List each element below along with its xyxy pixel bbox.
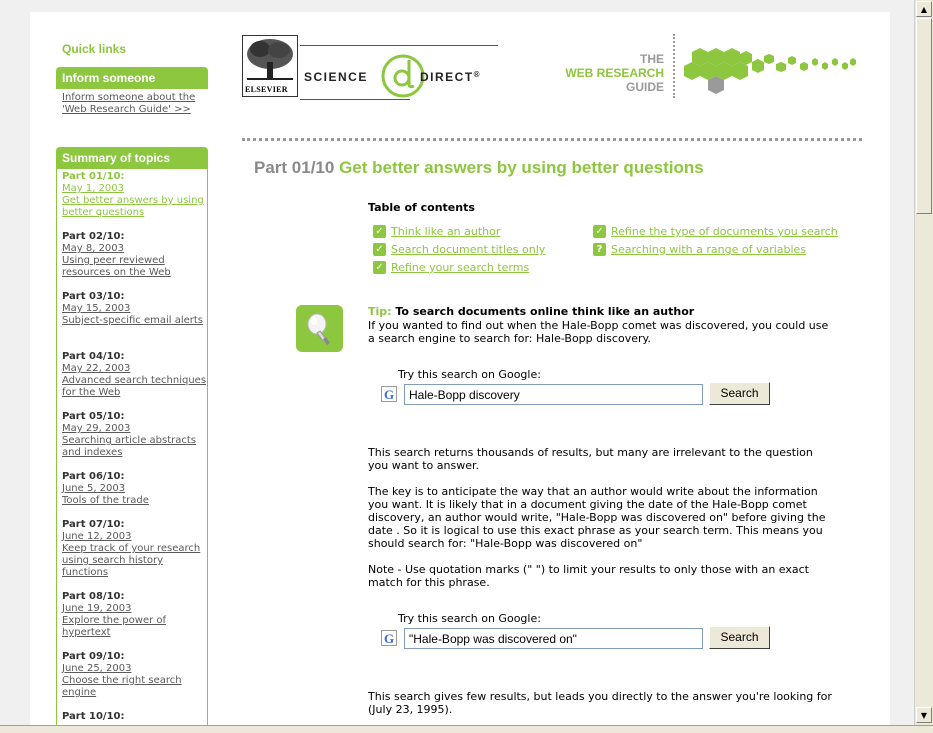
topic-date[interactable]: May 15, 2003 [62, 303, 131, 314]
topic-number: Part 03/10: [62, 291, 125, 302]
paragraph-2: This search returns thousands of results, but many are irrelevant to the question you want to answer. [368, 446, 813, 472]
topic-part-05[interactable] [62, 411, 210, 459]
google-search-button-2[interactable]: Search [709, 626, 770, 649]
elsevier-tree-logo [242, 35, 298, 97]
topic-number: Part 07/10: [62, 519, 125, 530]
try-search-label-1: Try this search on Google: [398, 368, 541, 381]
check-icon: ✓ [373, 243, 386, 256]
header-dotted-divider [242, 138, 862, 141]
tip-title: To search documents online think like an author [395, 305, 695, 318]
science-wordmark: SCIENCE [304, 70, 368, 84]
topic-date[interactable]: June 12, 2003 [62, 531, 132, 542]
topic-number: Part 05/10: [62, 411, 125, 422]
page-title-text: Get better answers by using better questions [339, 158, 704, 177]
topic-title[interactable]: Choose the right search engine [62, 675, 182, 698]
topic-date[interactable]: May 1, 2003 [62, 183, 125, 194]
inform-someone-link[interactable]: Inform someone about the 'Web Research Guide' >> [62, 92, 196, 115]
quick-links-heading: Quick links [62, 42, 127, 56]
topic-part-09[interactable] [62, 651, 210, 699]
topic-part-01[interactable] [62, 171, 210, 219]
scroll-up-arrow-icon[interactable]: ▲ [916, 1, 932, 17]
topic-number: Part 01/10: [62, 171, 125, 182]
paragraph-1: If you wanted to find out when the Hale-Bopp comet was discovered, you could use a search engine to search for: Hale-Bopp discovery. [368, 319, 829, 345]
check-icon: ✓ [373, 261, 386, 274]
topic-date[interactable]: May 8, 2003 [62, 243, 125, 254]
topic-date[interactable]: June 19, 2003 [62, 603, 132, 614]
scroll-down-arrow-icon[interactable]: ▼ [916, 707, 932, 723]
topic-number: Part 02/10: [62, 231, 125, 242]
toc-think-like-author-link[interactable]: Think like an author [391, 225, 501, 238]
wrg-line-1: THE [640, 52, 664, 66]
topic-part-06[interactable] [62, 471, 210, 507]
topic-part-04[interactable] [62, 351, 210, 399]
summary-of-topics-heading: Summary of topics [56, 147, 208, 169]
topic-date[interactable]: May 29, 2003 [62, 423, 131, 434]
topic-date[interactable]: June 5, 2003 [62, 483, 126, 494]
topic-part-08[interactable] [62, 591, 210, 639]
lightbulb-icon-box [296, 305, 343, 352]
topic-title[interactable]: Explore the power of hypertext [62, 615, 167, 638]
direct-wordmark [420, 70, 481, 84]
page-title-part-number: Part 01/10 [254, 158, 335, 177]
wrg-divider [673, 34, 675, 98]
toc-refine-doc-type-link[interactable]: Refine the type of documents you search [611, 225, 838, 238]
hexagon-cluster-icon [680, 38, 860, 100]
topic-title[interactable]: Get better answers by using better questions [62, 195, 204, 218]
topic-title[interactable]: Keep track of your research using search history functions [62, 543, 201, 578]
google-icon: G [381, 630, 397, 646]
topic-number: Part 08/10: [62, 591, 125, 602]
topic-part-02[interactable] [62, 231, 210, 279]
topic-number: Part 04/10: [62, 351, 125, 362]
topic-title[interactable]: Tools of the trade [62, 495, 149, 506]
paragraph-4: Note - Use quotation marks (" ") to limit your results to only those with an exact match for this phrase. [368, 563, 809, 589]
direct-text: DIRECT [420, 70, 474, 84]
topic-date[interactable]: May 22, 2003 [62, 363, 131, 374]
topic-part-07[interactable] [62, 519, 210, 579]
topic-title[interactable]: Advanced search techniques for the Web [62, 375, 207, 398]
logo-rule-top [300, 45, 498, 46]
check-icon: ✓ [593, 225, 606, 238]
check-icon: ✓ [373, 225, 386, 238]
google-search-input-2[interactable]: "Hale-Bopp was discovered on" [404, 628, 703, 649]
topic-number: Part 10/10: [62, 711, 125, 722]
scrollbar-thumb[interactable] [916, 18, 932, 214]
registered-mark: ® [473, 70, 482, 79]
google-icon: G [381, 386, 397, 402]
topic-title[interactable]: Using peer reviewed resources on the Web [62, 255, 171, 278]
toc-title: Table of contents [368, 201, 475, 214]
google-search-button-1[interactable]: Search [709, 382, 770, 405]
topic-part-10[interactable] [62, 711, 210, 723]
topic-date[interactable]: June 25, 2003 [62, 663, 132, 674]
web-research-guide-logo [544, 52, 664, 94]
topic-title[interactable]: Searching article abstracts and indexes [62, 435, 197, 458]
topic-title[interactable]: Subject-specific email alerts [62, 315, 204, 326]
toc-range-variables-link[interactable]: Searching with a range of variables [611, 243, 807, 256]
tree-icon [243, 36, 297, 82]
google-search-input-1[interactable]: Hale-Bopp discovery [404, 384, 703, 405]
topic-number: Part 06/10: [62, 471, 125, 482]
tip-label: Tip: [368, 305, 392, 318]
topic-part-03[interactable] [62, 291, 210, 327]
toc-refine-terms-link[interactable]: Refine your search terms [391, 261, 530, 274]
lightbulb-icon [296, 305, 343, 352]
try-search-label-2: Try this search on Google: [398, 612, 541, 625]
inform-someone-heading: Inform someone [56, 67, 208, 89]
wrg-line-2: WEB RESEARCH [565, 66, 664, 80]
question-icon: ? [593, 243, 606, 256]
tip-heading [368, 305, 694, 318]
page-title [254, 158, 704, 178]
paragraph-5: This search gives few results, but leads you directly to the answer you're looking for (July 23, 1995). [368, 690, 832, 716]
elsevier-wordmark: ELSEVIER [245, 85, 288, 94]
toc-search-titles-link[interactable]: Search document titles only [391, 243, 546, 256]
wrg-line-3: GUIDE [625, 80, 664, 94]
vertical-scrollbar[interactable] [914, 0, 933, 725]
topic-number: Part 09/10: [62, 651, 125, 662]
paragraph-3: The key is to anticipate the way that an author would write about the information you want. It is likely that in a document giving the date of the Hale-Bopp comet discovery, an author would write, "Hale-Bopp was discovered on" before giving the date . So it is logical to use this exact phrase as your search term. This means you should search for: "Hale-Bopp was discovered on" [368, 485, 826, 550]
